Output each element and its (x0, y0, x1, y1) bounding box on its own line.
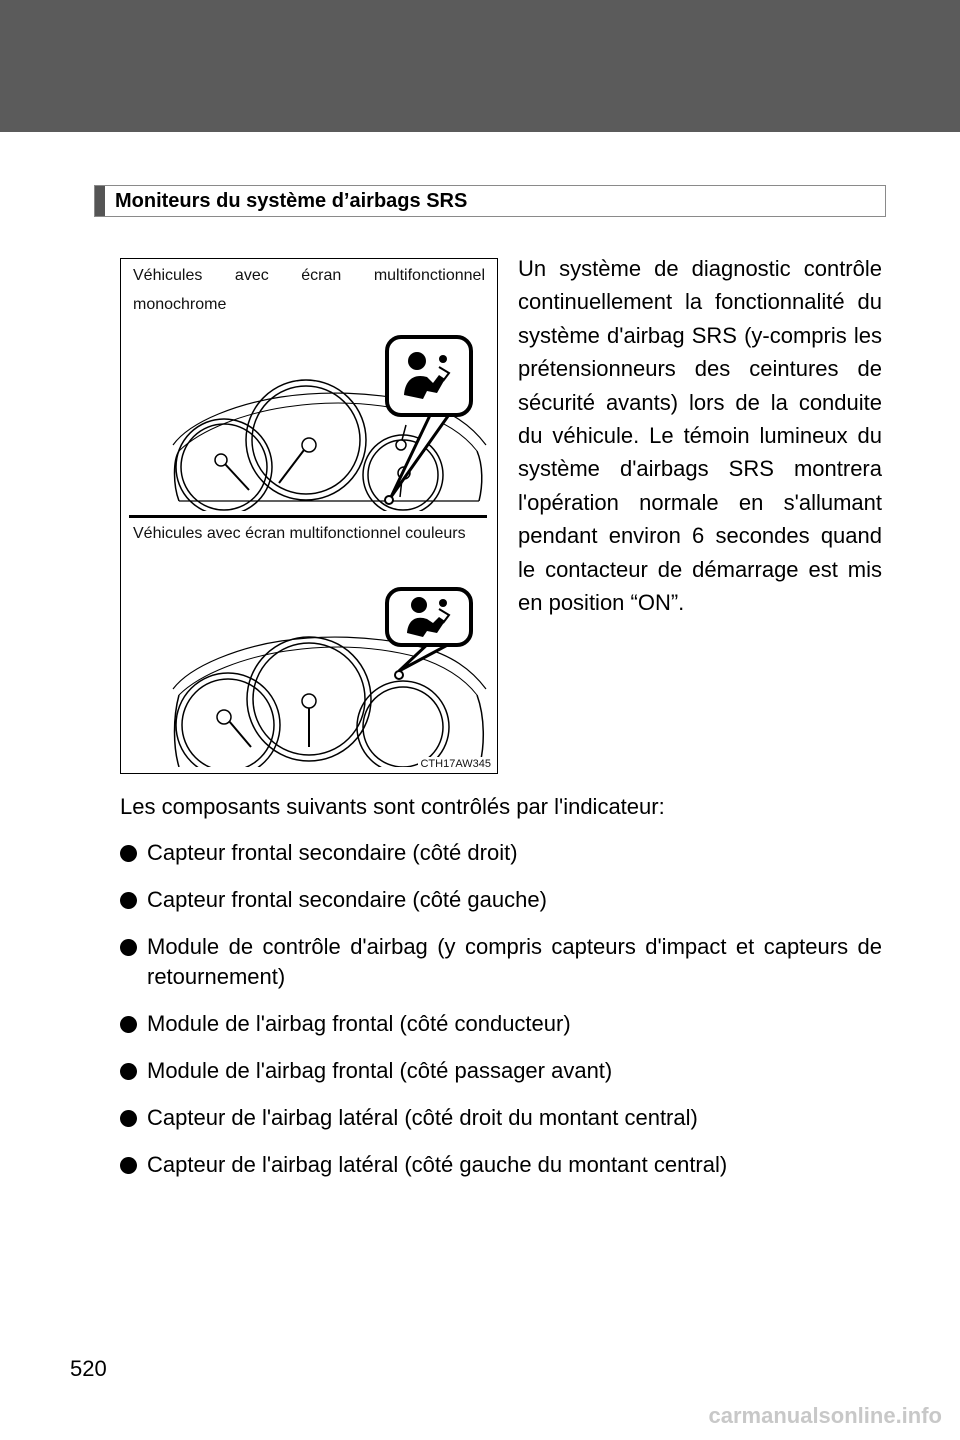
srs-callout-monochrome (385, 337, 471, 504)
bullet-icon (120, 892, 137, 909)
bullet-icon (120, 1110, 137, 1127)
srs-callout-color (387, 589, 471, 679)
watermark: carmanualsonline.info (708, 1403, 942, 1428)
section-header (94, 185, 886, 217)
bullet-icon (120, 1157, 137, 1174)
list-item: Capteur frontal secondaire (côté gauche) (120, 885, 882, 915)
bullet-icon (120, 1016, 137, 1033)
instrument-cluster-figure (120, 258, 498, 774)
section-header-bar (95, 186, 105, 216)
instrument-cluster-monochrome (121, 325, 497, 511)
list-item: Capteur de l'airbag latéral (côté gauche du montant central) (120, 1150, 882, 1180)
section-title: Moniteurs du système d’airbags SRS (115, 190, 468, 212)
list-item: Module de contrôle d'airbag (y compris capteurs d'impact et capteurs de retournement) (120, 932, 882, 992)
figure-divider (129, 515, 487, 518)
component-list (120, 838, 882, 1197)
diagnostic-paragraph: Un système de diagnostic contrôle continuellement la fonctionnalité du système d'airbag SRS (y-compris les prétensionneurs des ceintures de sécurité avants) lors de la conduite du véhicule. Le témoin lumineux du système d'airbags SRS montrera l'opération normale en s'allumant pendant environ 6 secondes quand le contacteur de démarrage est mis en position “ON”. (518, 256, 882, 616)
figure-label-monochrome: Véhicules avec écran multifonctionnel monochrome (133, 267, 485, 313)
page-number: 520 (70, 1356, 107, 1381)
figure-label-color: Véhicules avec écran multifonctionnel couleurs (133, 525, 466, 542)
instrument-cluster-color (121, 577, 497, 767)
bullet-icon (120, 845, 137, 862)
bullet-icon (120, 1063, 137, 1080)
list-item: Capteur de l'airbag latéral (côté droit du montant central) (120, 1103, 882, 1133)
figure-code: CTH17AW345 (420, 758, 491, 770)
list-item: Capteur frontal secondaire (côté droit) (120, 838, 882, 868)
top-band (0, 0, 960, 132)
list-item: Module de l'airbag frontal (côté passager avant) (120, 1056, 882, 1086)
bullet-icon (120, 939, 137, 956)
components-intro: Les composants suivants sont contrôlés par l'indicateur: (120, 794, 665, 819)
list-item: Module de l'airbag frontal (côté conducteur) (120, 1009, 882, 1039)
